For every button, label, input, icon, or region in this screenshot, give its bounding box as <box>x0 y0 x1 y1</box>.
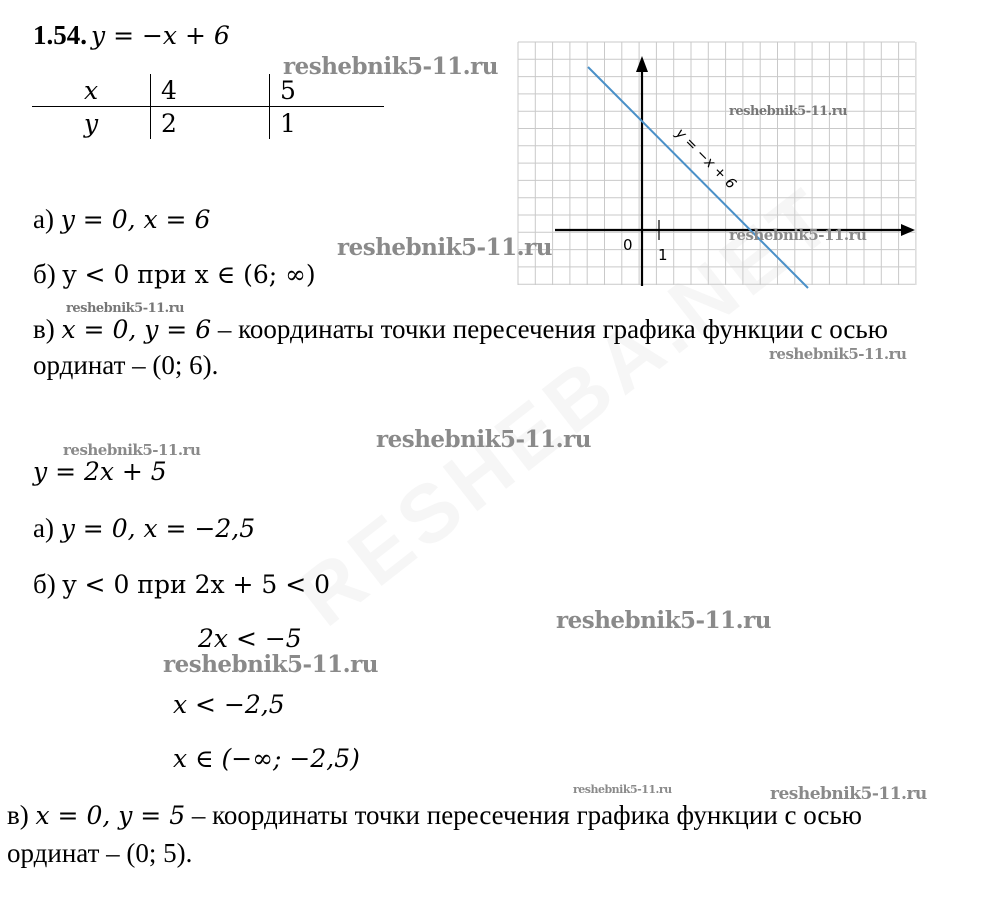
watermark: reshebnik5-11.ru <box>729 226 867 244</box>
table-cell: 5 <box>270 74 385 107</box>
watermark: reshebnik5-11.ru <box>66 301 185 316</box>
line-label: y = −x + 6 <box>672 125 739 193</box>
part-v1-label: в) <box>33 314 55 344</box>
watermark: reshebnik5-11.ru <box>769 345 907 363</box>
part-v1-line2: ординат – (0; 6). <box>33 350 219 380</box>
part-b2-step2: x < −2,5 <box>173 690 285 719</box>
watermark: reshebnik5-11.ru <box>770 784 927 804</box>
watermark: reshebnik5-11.ru <box>376 426 591 453</box>
part-v2-label: в) <box>7 800 29 830</box>
part-b2 <box>33 569 330 600</box>
part-b1-text: y < 0 при x ∈ (6; ∞) <box>62 260 316 289</box>
part-a1 <box>33 204 210 235</box>
table-cell: 4 <box>151 74 270 107</box>
unit-label: 1 <box>658 246 668 264</box>
watermark: reshebnik5-11.ru <box>556 607 771 634</box>
table-header-x: x <box>83 75 99 105</box>
part-b2-label: б) <box>33 569 56 599</box>
values-table <box>32 74 384 139</box>
part-v2-rest: – координаты точки пересечения графика функции с осью <box>191 800 862 830</box>
table-cell: 1 <box>270 107 385 140</box>
problem-number: 1.54. <box>33 20 87 50</box>
table-cell: 2 <box>151 107 270 140</box>
part-a1-text: y = 0, x = 6 <box>60 205 211 234</box>
watermark: reshebnik5-11.ru <box>63 441 201 459</box>
watermark: reshebnik5-11.ru <box>729 104 848 119</box>
problem-header <box>33 20 230 51</box>
part-v2-math: x = 0, y = 5 <box>35 801 186 830</box>
part-a1-label: а) <box>33 204 54 234</box>
function2-title: y = 2x + 5 <box>33 457 167 486</box>
y-axis-arrow <box>636 56 648 72</box>
function-graph <box>515 40 925 302</box>
x-axis-arrow <box>901 224 915 236</box>
watermark: reshebnik5-11.ru <box>163 651 378 678</box>
part-v1-math: x = 0, y = 6 <box>61 315 212 344</box>
part-b2-step3: x ∈ (−∞; −2,5) <box>173 744 360 773</box>
part-a2 <box>33 513 255 544</box>
part-a2-label: а) <box>33 513 54 543</box>
part-v2-line2: ординат – (0; 5). <box>7 838 193 868</box>
part-b1 <box>33 259 316 290</box>
part-b2-text: y < 0 при 2x + 5 < 0 <box>62 570 331 599</box>
watermark: reshebnik5-11.ru <box>283 53 498 80</box>
part-a2-text: y = 0, x = −2,5 <box>60 514 256 543</box>
part-b1-label: б) <box>33 259 56 289</box>
part-v1-rest: – координаты точки пересечения графика функции с осью <box>217 314 888 344</box>
part-v1-line1 <box>33 314 888 345</box>
function1-title: y = −x + 6 <box>91 21 230 50</box>
watermark: reshebnik5-11.ru <box>573 783 672 796</box>
table-header-y: y <box>32 107 151 140</box>
function-line <box>588 67 808 288</box>
part-v2-line1 <box>7 800 862 831</box>
part-b2-step1: 2x < −5 <box>198 624 302 653</box>
origin-label: 0 <box>623 236 633 254</box>
watermark: reshebnik5-11.ru <box>337 234 552 261</box>
